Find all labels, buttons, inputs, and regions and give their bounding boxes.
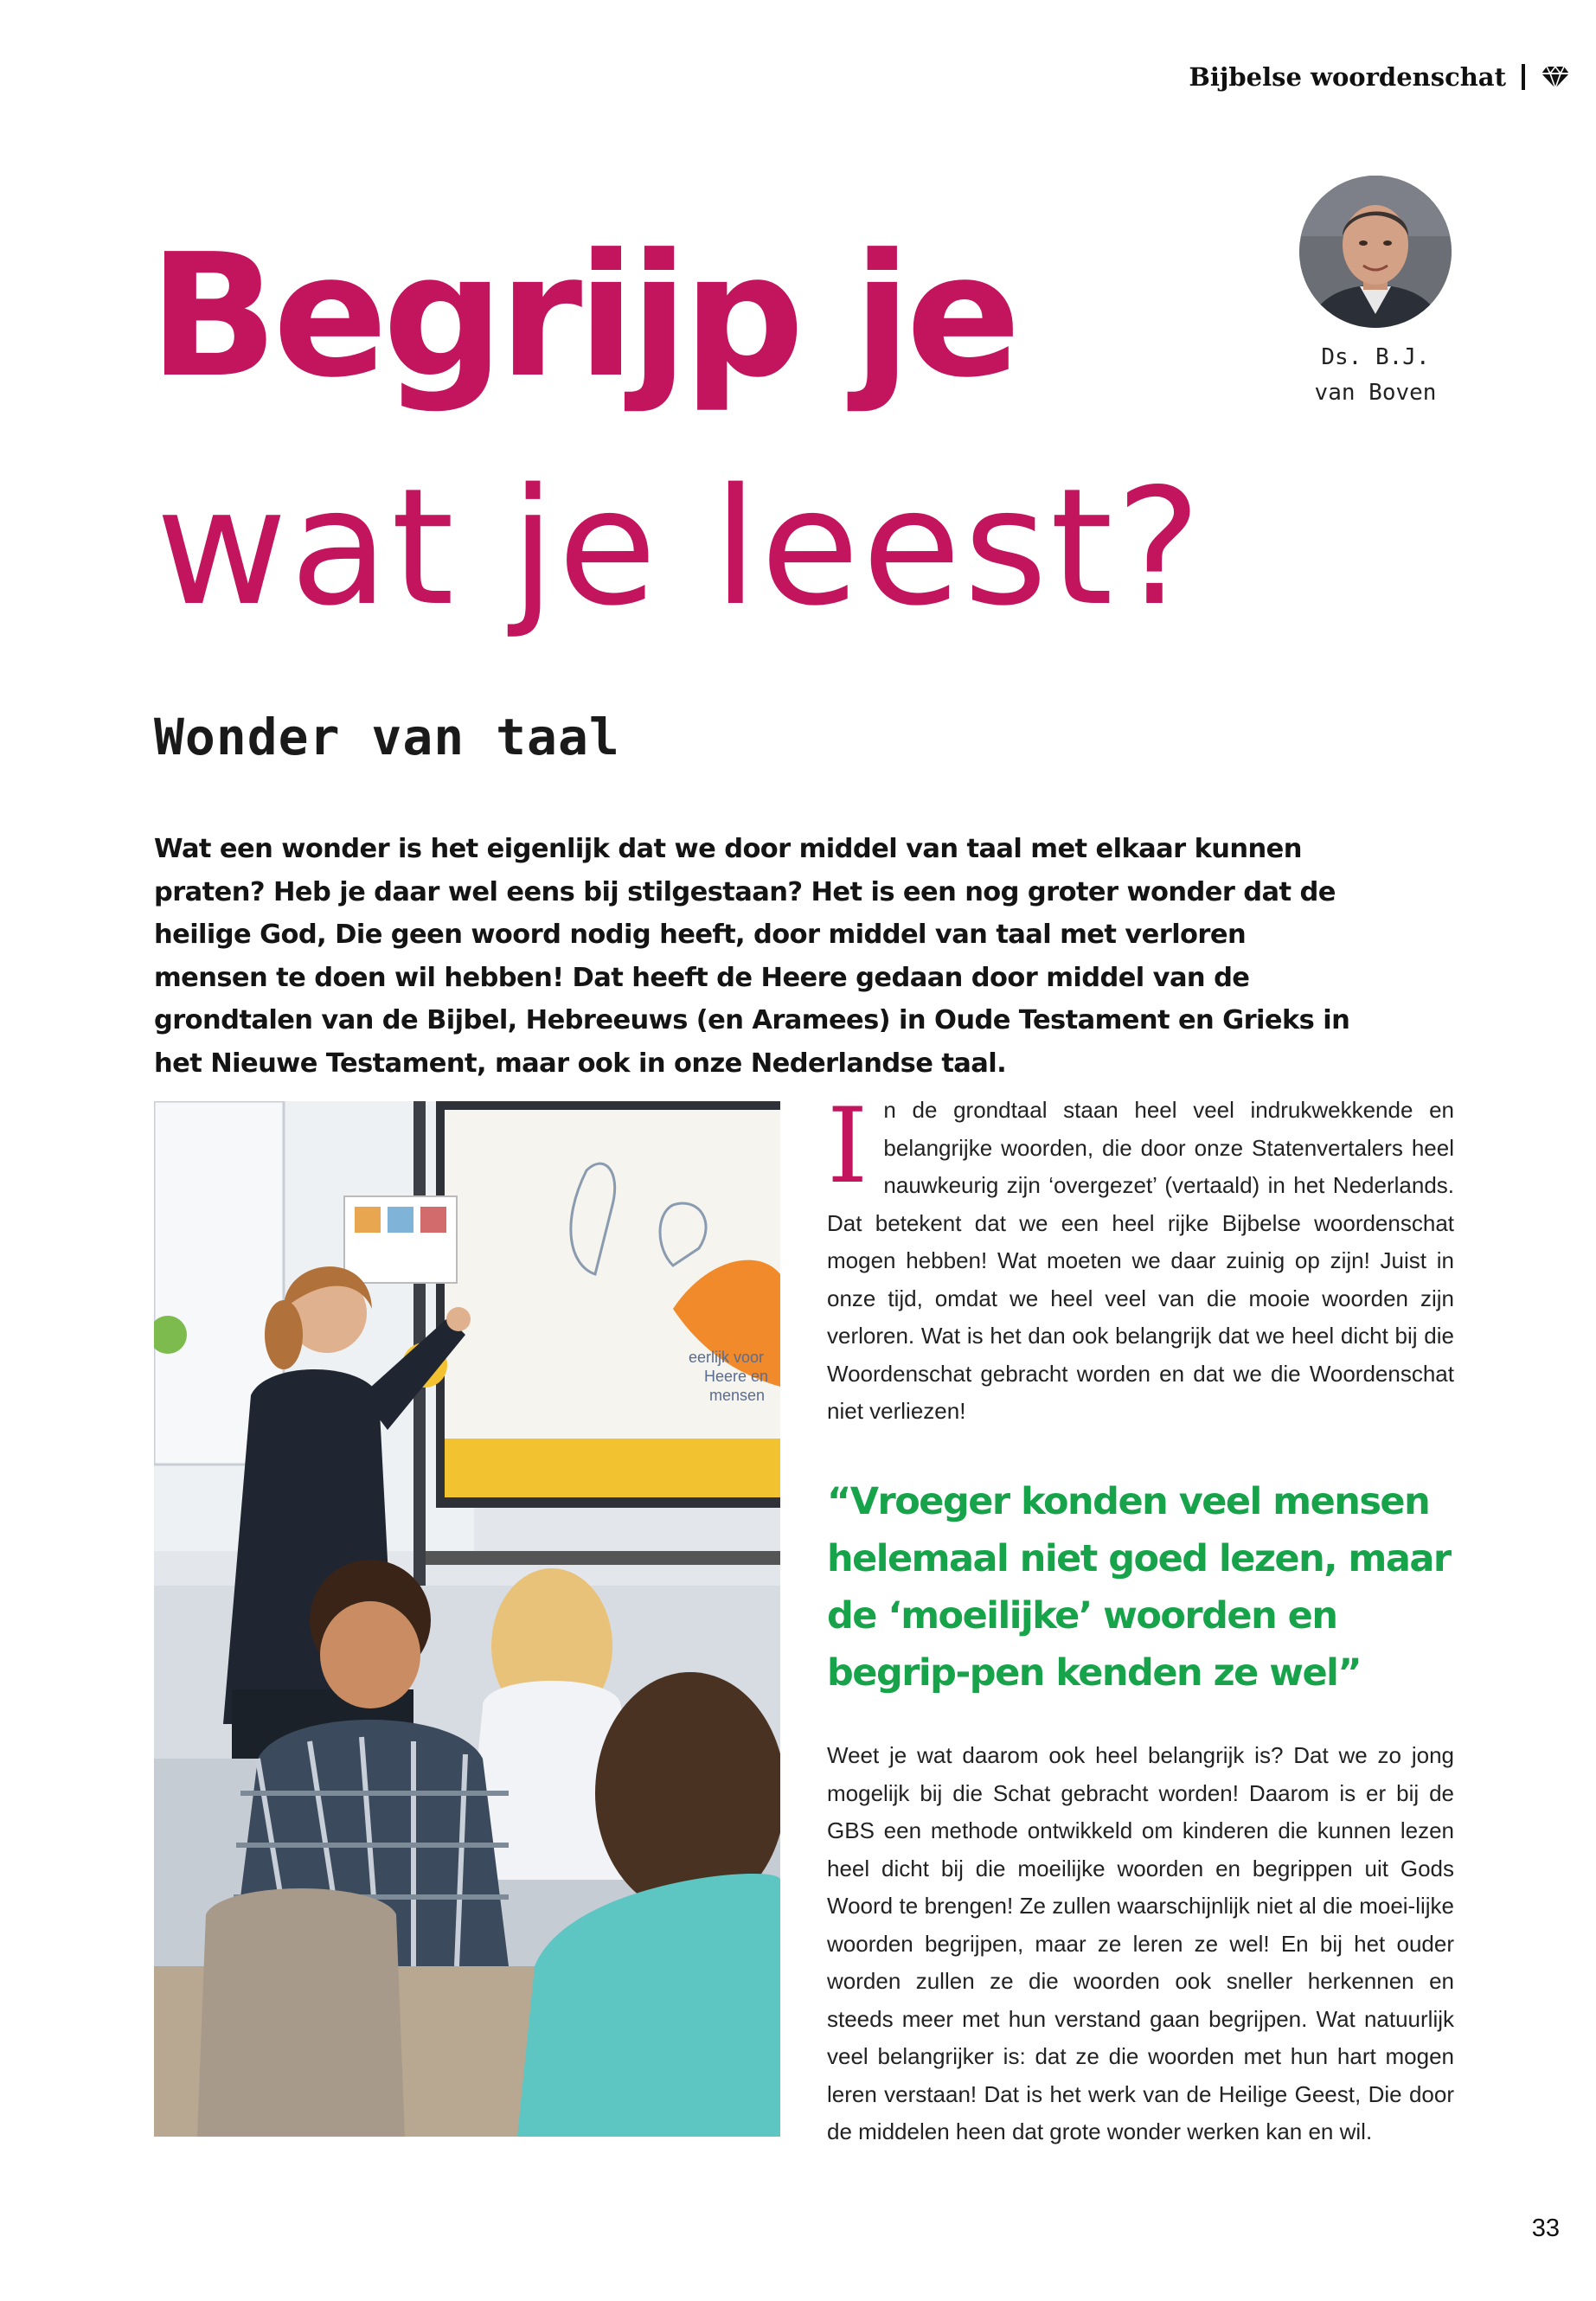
intro-paragraph: Wat een wonder is het eigenlijk dat we door middel van taal met elkaar kunnen praten? Heb je daar wel eens bij stilgestaan? Het is een nog groter wonder dat de heilige God, Die geen woord nodig heeft, door middel van taal met verloren mensen te doen wil hebben! Dat heeft de Heere gedaan door middel van de grondtalen van de Bijbel, Hebreeuws (en Aramees) in Oude Testament en Grieks in het Nieuwe Testament, maar ook in onze Nederlandse taal. — [154, 834, 1350, 1079]
body-paragraph-1 — [827, 1086, 1454, 1431]
body-paragraph-2: Weet je wat daarom ook heel belangrijk is? Dat we zo jong mogelijk bij die Schat gebracht worden! Daarom is er bij de GBS een methode ontwikkeld om kinderen die kunnen lezen heel dicht bij die moeilijke woorden en begrippen uit Gods Woord te brengen! Ze zullen waarschijnlijk niet al die moei-lijke woorden begrijpen, maar ze leren ze wel! En bij het ouder worden zullen ze die woorden ook sneller herkennen en steeds meer met hun verstand gaan begrijpen. Wat natuurlijk veel belangrijker is: dat ze die woorden met hun hart mogen leren verstaan! Dat is het werk van de Heilige Geest, Die door de middelen heen dat grote wonder werken kan en wil. — [827, 1742, 1454, 2144]
classroom-illustration — [154, 1101, 780, 2137]
body-paragraph-1-text: n de grondtaal staan heel veel indrukwekkende en belangrijke woorden, die door onze Statenvertalers heel nauwkeurig zijn ‘overgezet’ (vertaald) in het Nederlands. Dat betekent dat we een heel rijke Bijbelse woordenschat mogen hebben! Wat moeten we daar zuinig op zijn! Juist in onze tijd, omdat we heel veel van die mooie woorden zijn verloren. Wat is het dan ook belangrijk dat we heel dicht bij die Woordenschat gebracht worden en dat we die Woordenschat niet verliezen! — [827, 1097, 1454, 1424]
page-number: 33 — [1531, 2214, 1560, 2242]
author-avatar — [1299, 176, 1452, 328]
drop-cap: I — [827, 1086, 869, 1207]
board-text-line3: mensen — [709, 1387, 766, 1404]
author-portrait-image — [1299, 176, 1452, 328]
board-text-line2: Heere en — [704, 1368, 769, 1385]
running-header — [1189, 55, 1570, 99]
diamond-icon — [1541, 65, 1570, 89]
page-title-line2: wat je leest? — [156, 453, 1204, 641]
author-byline — [1280, 340, 1471, 411]
author-name-line1: Ds. B.J. — [1321, 344, 1430, 370]
section-label: Bijbelse woordenschat — [1189, 62, 1506, 92]
pull-quote: “Vroeger konden veel mensen helemaal niet goed lezen, maar de ‘moeilijke’ woorden en begrip-pen kenden ze wel” — [827, 1480, 1451, 1695]
author-name-line2: van Boven — [1314, 380, 1437, 406]
board-text-line1: eerlijk voor — [689, 1349, 765, 1366]
classroom-photo — [154, 1101, 780, 2137]
page-title: Begrijp je — [149, 218, 1016, 415]
header-divider — [1522, 64, 1525, 90]
section-heading: Wonder van taal — [154, 708, 620, 766]
